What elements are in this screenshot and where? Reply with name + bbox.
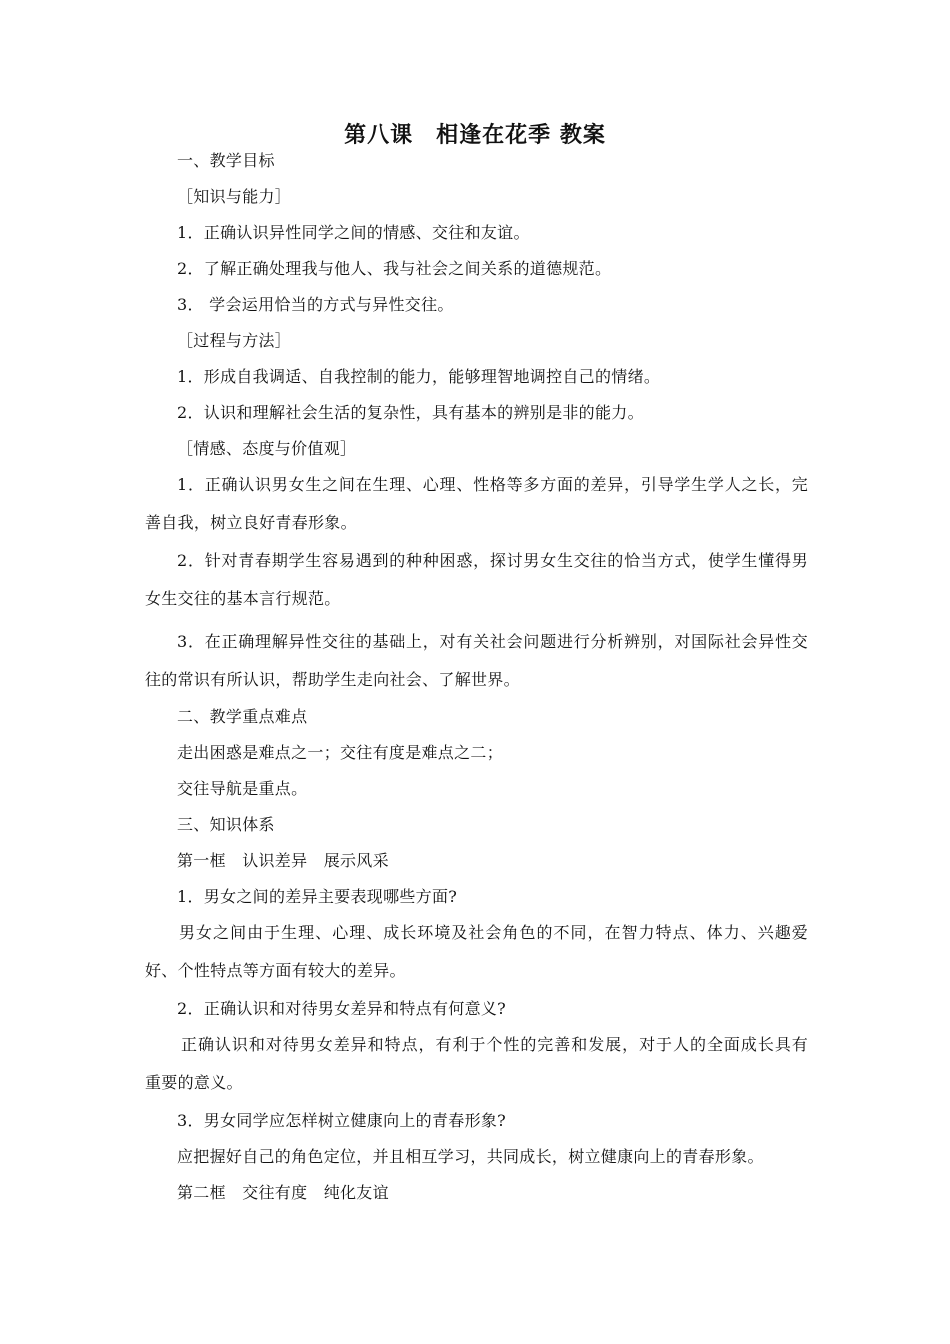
list-item: 2．了解正确处理我与他人、我与社会之间关系的道德规范。 bbox=[177, 259, 612, 278]
list-item: 2．认识和理解社会生活的复杂性，具有基本的辨别是非的能力。 bbox=[177, 403, 644, 422]
list-item: 1．正确认识异性同学之间的情感、交往和友谊。 bbox=[177, 223, 530, 242]
question: 3．男女同学应怎样树立健康向上的青春形象? bbox=[177, 1111, 507, 1130]
text-line: 走出困惑是难点之一；交往有度是难点之二； bbox=[177, 743, 504, 762]
section-heading-key-points: 二、教学重点难点 bbox=[177, 707, 308, 726]
text-line: 应把握好自己的角色定位，并且相互学习，共同成长，树立健康向上的青春形象。 bbox=[177, 1147, 764, 1166]
paragraph-line: 往的常识有所认识，帮助学生走向社会、了解世界。 bbox=[145, 670, 520, 689]
paragraph bbox=[145, 550, 808, 610]
paragraph-line: 3．在正确理解异性交往的基础上，对有关社会问题进行分析辨别，对国际社会异性交 bbox=[177, 632, 808, 651]
paragraph bbox=[145, 1034, 808, 1094]
paragraph-line: 2．针对青春期学生容易遇到的种种困惑，探讨男女生交往的恰当方式，使学生懂得男 bbox=[177, 551, 808, 570]
section-heading-knowledge-system: 三、知识体系 bbox=[177, 815, 275, 834]
question: 1．男女之间的差异主要表现哪些方面? bbox=[177, 887, 458, 906]
subheading-knowledge-ability: ［知识与能力］ bbox=[177, 187, 292, 206]
paragraph bbox=[145, 631, 808, 691]
subheading-frame-two: 第二框 交往有度 纯化友谊 bbox=[177, 1183, 389, 1202]
subheading-emotion-values: ［情感、态度与价值观］ bbox=[177, 439, 357, 458]
section-heading-objectives: 一、教学目标 bbox=[177, 151, 275, 170]
paragraph bbox=[145, 922, 808, 982]
text-line: 交往导航是重点。 bbox=[177, 779, 308, 798]
paragraph-line: 好、个性特点等方面有较大的差异。 bbox=[145, 961, 406, 980]
document-title: 第八课 相逢在花季 教案 bbox=[344, 122, 606, 148]
paragraph-line: 重要的意义。 bbox=[145, 1073, 243, 1092]
paragraph-line: 1．正确认识男女生之间在生理、心理、性格等多方面的差异，引导学生学人之长，完 bbox=[177, 475, 808, 494]
paragraph-line: 女生交往的基本言行规范。 bbox=[145, 589, 341, 608]
paragraph-line: 正确认识和对待男女差异和特点，有利于个性的完善和发展，对于人的全面成长具有 bbox=[181, 1035, 808, 1054]
paragraph bbox=[145, 474, 808, 534]
paragraph-line: 善自我，树立良好青春形象。 bbox=[145, 513, 357, 532]
paragraph-line: 男女之间由于生理、心理、成长环境及社会角色的不同，在智力特点、体力、兴趣爱 bbox=[179, 923, 808, 942]
subheading-process-method: ［过程与方法］ bbox=[177, 331, 292, 350]
question: 2．正确认识和对待男女差异和特点有何意义? bbox=[177, 999, 507, 1018]
list-item: 1．形成自我调适、自我控制的能力，能够理智地调控自己的情绪。 bbox=[177, 367, 661, 386]
subheading-frame-one: 第一框 认识差异 展示风采 bbox=[177, 851, 389, 870]
list-item: 3． 学会运用恰当的方式与异性交往。 bbox=[177, 295, 454, 314]
